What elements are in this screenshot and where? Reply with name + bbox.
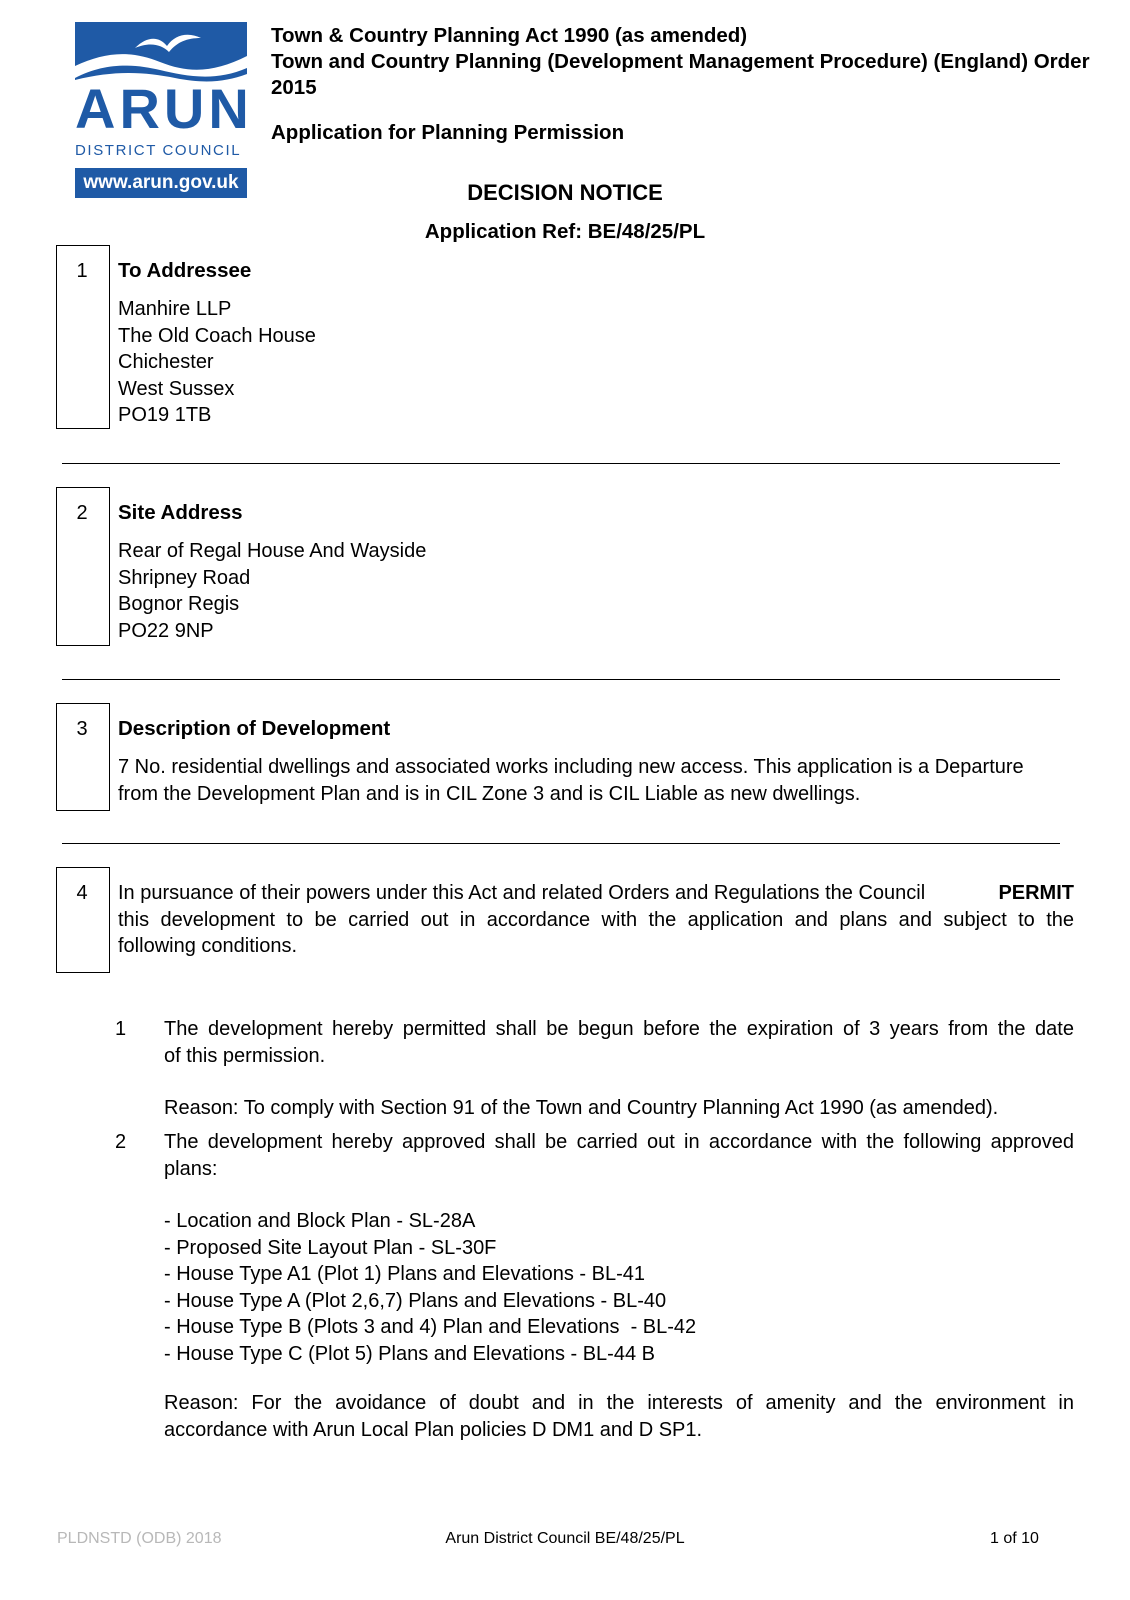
arun-logo <box>75 22 253 196</box>
order-title: Town and Country Planning (Development Management Procedure) (England) Order <box>271 50 1090 73</box>
list-item: - Proposed Site Layout Plan - SL-30F <box>164 1236 497 1259</box>
divider <box>62 843 1060 844</box>
addressee-line: Manhire LLP <box>118 298 232 320</box>
section-1-number: 1 <box>76 260 88 282</box>
decision-notice-title: DECISION NOTICE <box>467 180 663 205</box>
list-item: - House Type A (Plot 2,6,7) Plans and Elevations - BL-40 <box>164 1289 667 1312</box>
section-2-heading: Site Address <box>118 501 243 524</box>
addressee-line: PO19 1TB <box>118 404 212 426</box>
footer-form-code: PLDNSTD (ODB) 2018 <box>57 1530 222 1547</box>
list-item: - House Type A1 (Plot 1) Plans and Elevations - BL-41 <box>164 1263 646 1285</box>
footer-reference: Arun District Council BE/48/25/PL <box>445 1530 685 1547</box>
site-address-line: Bognor Regis <box>118 593 240 615</box>
addressee-block <box>118 296 316 429</box>
section-2-number: 2 <box>76 502 88 524</box>
act-title: Town & Country Planning Act 1990 (as amended) <box>271 24 748 47</box>
logo-subtitle: DISTRICT COUNCIL <box>75 142 242 159</box>
development-description: 7 No. residential dwellings and associated works including new access. This application is a Departure from the Development Plan and is in CIL Zone 3 and is CIL Liable as new dwellings. <box>118 756 1024 805</box>
condition-2-number: 2 <box>115 1131 127 1153</box>
condition-1-number: 1 <box>115 1018 127 1040</box>
divider <box>62 679 1060 680</box>
approved-plans-list <box>164 1208 696 1367</box>
condition-1-reason: Reason: To comply with Section 91 of the Town and Country Planning Act 1990 (as amended). <box>164 1097 999 1119</box>
application-type: Application for Planning Permission <box>271 121 625 144</box>
permission-statement: In pursuance of their powers under this Act and related Orders and Regulations the Council PERMIT this development to be carried out in accordance with the application and plans and subject to the following conditions. <box>118 882 1074 957</box>
section-4-number: 4 <box>76 882 88 904</box>
divider <box>62 463 1060 464</box>
logo-wordmark: ARUN <box>75 77 253 140</box>
permit-keyword: PERMIT <box>998 882 1074 904</box>
logo-url[interactable]: www.arun.gov.uk <box>75 168 247 198</box>
condition-2-reason: Reason: For the avoidance of doubt and in the interests of amenity and the environment in accordance with Arun Local Plan policies D DM1 and D SP1. <box>164 1392 1074 1441</box>
list-item: - Location and Block Plan - SL-28A <box>164 1210 476 1232</box>
site-address-line: Rear of Regal House And Wayside <box>118 540 427 562</box>
list-item: - House Type C (Plot 5) Plans and Elevations - BL-44 B <box>164 1342 655 1365</box>
order-year: 2015 <box>271 76 317 99</box>
condition-2-text: The development hereby approved shall be carried out in accordance with the following approved plans: <box>164 1131 1074 1180</box>
section-3-number: 3 <box>76 718 88 740</box>
condition-1-text: The development hereby permitted shall be begun before the expiration of 3 years from the date of this permission. <box>164 1018 1074 1067</box>
addressee-line: West Sussex <box>118 377 235 400</box>
addressee-line: Chichester <box>118 351 214 373</box>
section-1-heading: To Addressee <box>118 259 252 282</box>
site-address-line: Shripney Road <box>118 566 251 589</box>
site-address-line: PO22 9NP <box>118 619 214 642</box>
application-ref: Application Ref: BE/48/25/PL <box>424 220 706 243</box>
addressee-line: The Old Coach House <box>118 324 316 347</box>
site-address-block <box>118 538 426 644</box>
list-item: - House Type B (Plots 3 and 4) Plan and Elevations - BL-42 <box>164 1316 697 1338</box>
seagull-wave-logo-icon <box>75 22 247 84</box>
section-3-heading: Description of Development <box>118 717 391 740</box>
page-number: 1 of 10 <box>990 1530 1039 1547</box>
